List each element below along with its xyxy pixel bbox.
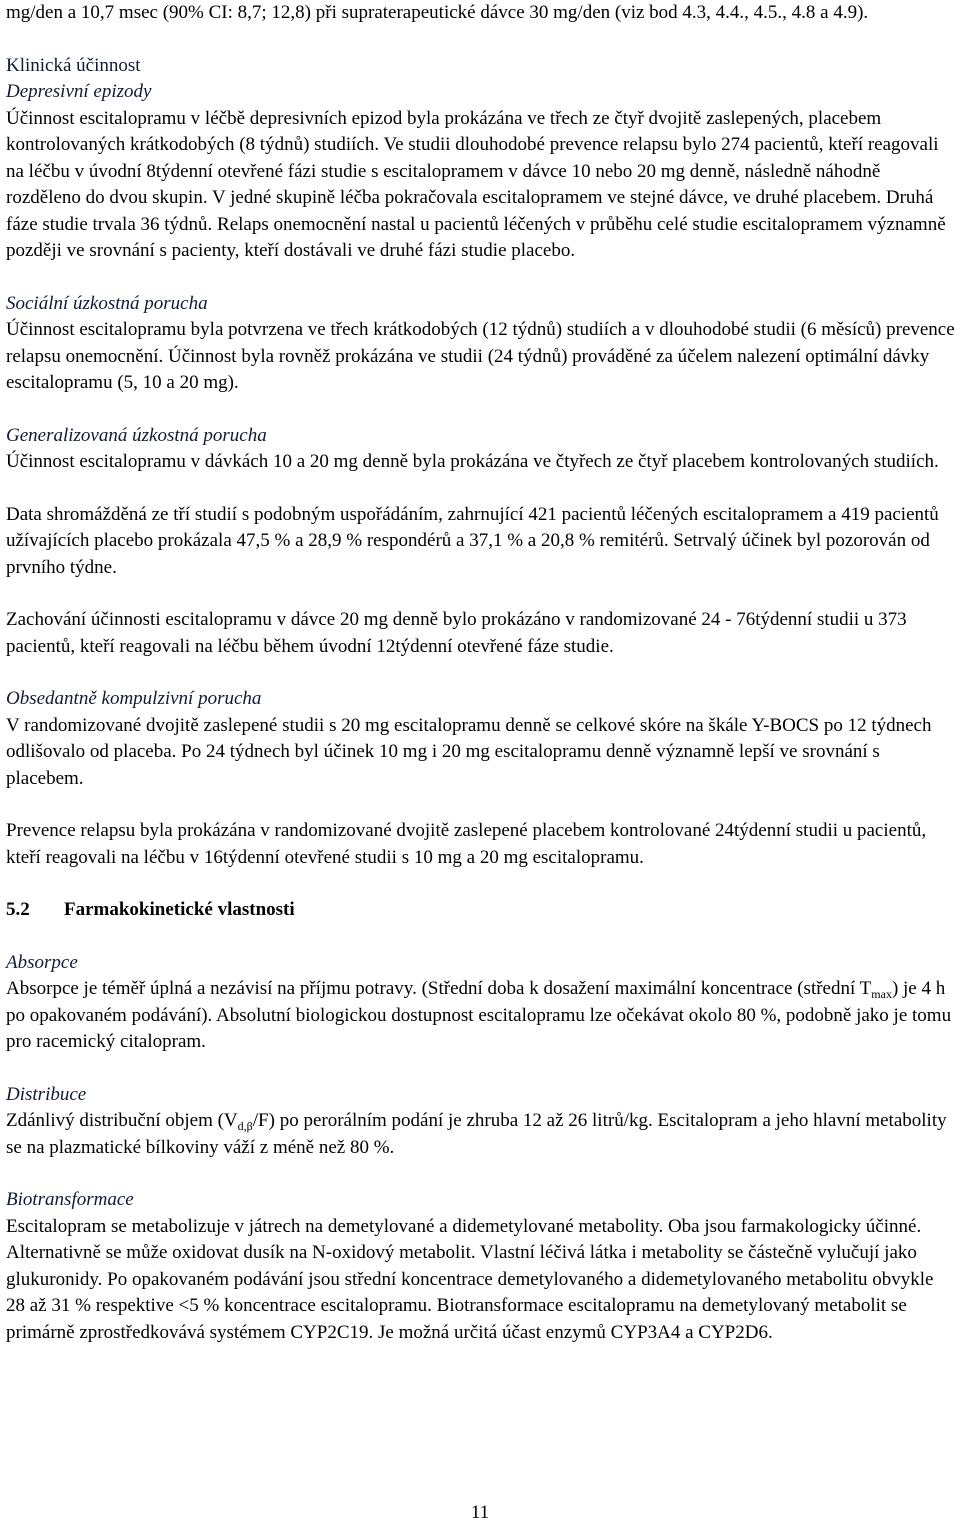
- intro-paragraph: mg/den a 10,7 msec (90% CI: 8,7; 12,8) při supraterapeutické dávce 30 mg/den (viz bod 4.3, 4.4., 4.5., 4.8 a 4.9).: [6, 2, 869, 23]
- section-heading: [6, 897, 956, 924]
- prevence-paragraph: Prevence relapsu byla prokázána v randomizované dvojitě zaslepené placebem kontrolované 24týdenní studii u pacientů, kteří reagovali na léčbu v 16týdenní otevřené studii s 10 mg a 20 mg escitalopramu.: [6, 820, 927, 868]
- document-page: [6, 0, 956, 1346]
- data-paragraph: Data shromážděná ze tří studií s podobným uspořádáním, zahrnující 421 pacientů léčených escitalopramem a 419 pacientů užívajících placebo prokázala 47,5 % a 28,9 % respondérů a 37,1 % a 20,8 % remitérů. Setrvalý účinek byl pozorován od prvního týdne.: [6, 503, 939, 578]
- generalizovana-uzkostna-heading: Generalizovaná úzkostná porucha: [6, 424, 267, 446]
- socialni-uzkostna-paragraph: Účinnost escitalopramu byla potvrzena ve třech krátkodobých (12 týdnů) studiích a v dlouhodobé studii (6 měsíců) prevence relapsu onemocnění. Účinnost byla rovněž prokázána ve studii (24 týdnů) prováděné za účelem nalezení optimální dávky escitalopramu (5, 10 a 20 mg).: [6, 319, 955, 393]
- zachovani-paragraph: Zachování účinnosti escitalopramu v dávce 20 mg denně bylo prokázáno v randomizované 24 - 76týdenní studii u 373 pacientů, kteří reagovali na léčbu během úvodní 12týdenní otevřené fáze studie.: [6, 609, 907, 657]
- biotransformace-paragraph: Escitalopram se metabolizuje v játrech na demetylované a didemetylované metabolity. Oba jsou farmakologicky účinné. Alternativně se může oxidovat dusík na N-oxidový metabolit. Vlastní léčivá látka i metabolity se částečně vylučují jako glukuronidy. Po opakovaném podávání jsou střední koncentrace demetylovaného a didemetylovaného metabolitu obvykle 28 až 31 % respektive <5 % koncentrace escitalopramu. Biotransformace escitalopramu na demetylovaný metabolit se primárně zprostředkovává systémem CYP2C19. Je možná určitá účast enzymů CYP3A4 a CYP2D6.: [6, 1215, 934, 1343]
- distribuce-paragraph: [6, 1108, 956, 1161]
- section-title: Farmakokinetické vlastnosti: [64, 899, 295, 920]
- distribuce-text-a: Zdánlivý distribuční objem (V: [6, 1110, 238, 1131]
- generalizovana-uzkostna-paragraph: Účinnost escitalopramu v dávkách 10 a 20 mg denně byla prokázána ve čtyřech ze čtyř placebem kontrolovaných studiích.: [6, 451, 939, 472]
- ocd-heading: Obsedantně kompulzivní porucha: [6, 688, 262, 709]
- depresivni-epizody-paragraph: Účinnost escitalopramu v léčbě depresivních epizod byla prokázána ve třech ze čtyř dvojitě zaslepených, placebem kontrolovaných krátkodobých (8 týdnů) studiích. Ve studii dlouhodobé prevence relapsu bylo 274 pacientů, kteří reagovali na léčbu v úvodní 8týdenní otevřené fázi studie s escitalopramem v dávce 10 nebo 20 mg denně, následně náhodně rozděleno do dvou skupin. V jedné skupině léčba pokračovala escitalopramem ve stejné dávce, ve druhé placebem. Druhá fáze studie trvala 36 týdnů. Relaps onemocnění nastal u pacientů léčených v průběhu celé studie escitalopramem významně později ve srovnání s pacienty, kteří dostávali ve druhé fázi studie placebo.: [6, 107, 946, 261]
- klinicka-ucinnost-heading: Klinická účinnost: [6, 54, 141, 76]
- absorpce-text-b: ) je 4 h po opakovaném podávání). Absolutní biologickou dostupnost escitalopramu lze očekávat okolo 80 %, podobně jako je tomu pro racemický citalopram.: [6, 978, 952, 1052]
- absorpce-subscript: max: [871, 987, 892, 1001]
- absorpce-paragraph: [6, 976, 956, 1056]
- absorpce-text-a: Absorpce je téměř úplná a nezávisí na příjmu potravy. (Střední doba k dosažení maximální koncentrace (střední T: [6, 978, 872, 999]
- distribuce-text-b: /F) po perorálním podání je zhruba 12 až 26 litrů/kg. Escitalopram a jeho hlavní metabolity se na plazmatické bílkoviny váží z méně než 80 %.: [6, 1110, 947, 1158]
- distribuce-heading: Distribuce: [6, 1083, 87, 1105]
- depresivni-epizody-heading: Depresivní epizody: [6, 81, 152, 102]
- ocd-paragraph: V randomizované dvojitě zaslepené studii s 20 mg escitalopramu denně se celkové skóre na škále Y-BOCS po 12 týdnech odlišovalo od placeba. Po 24 týdnech byl účinek 10 mg i 20 mg escitalopramu denně významně lepší ve srovnání s placebem.: [6, 714, 932, 789]
- biotransformace-heading: Biotransformace: [6, 1189, 134, 1210]
- socialni-uzkostna-heading: Sociální úzkostná porucha: [6, 292, 208, 314]
- absorpce-heading: Absorpce: [6, 951, 78, 973]
- section-number: 5.2: [6, 899, 30, 920]
- distribuce-subscript: d,β: [237, 1119, 253, 1133]
- page-number: 11: [470, 1502, 490, 1523]
